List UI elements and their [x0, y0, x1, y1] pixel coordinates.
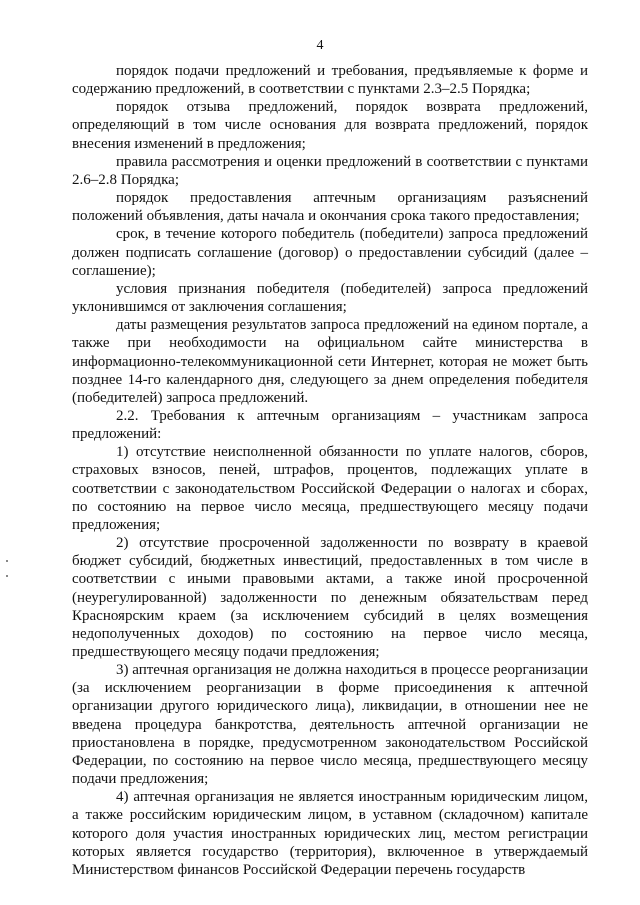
page-number: 4	[316, 38, 324, 53]
paragraph: правила рассмотрения и оценки предложений в соответствии с пунктами 2.6–2.8 Порядка;	[72, 153, 588, 188]
paragraph: срок, в течение которого победитель (победители) запроса предложений должен подписать соглашение (договор) о предоставлении субсидий (далее – соглашение);	[72, 226, 588, 279]
paragraph: порядок предоставления аптечным организациям разъяснений положений объявления, даты начала и окончания срока такого предоставления;	[72, 190, 588, 225]
paragraph: даты размещения результатов запроса предложений на едином портале, а также при необходимости на официальном сайте министерства в информационно-телекоммуникационной сети Интернет, которая не может быть позднее 14-го календарного дня, следующего за днем определения победителя (победителей) запроса предложений.	[72, 317, 588, 406]
list-item: 2) отсутствие просроченной задолженности по возврату в краевой бюджет субсидий, бюджетных инвестиций, предоставленных в том числе в соответствии с иными правовыми актами, а также иной просроченной (неурегулированной) задолженности по денежным обязательствам перед Красноярским краем (за исключением субсидий в целях возмещения недополученных доходов) по состоянию на первое число месяца, предшествующего месяцу подачи предложения;	[72, 535, 588, 660]
paragraph: порядок подачи предложений и требования, предъявляемые к форме и содержанию предложений, в соответствии с пунктами 2.3–2.5 Порядка;	[72, 63, 588, 98]
body-text	[72, 62, 588, 879]
scan-speck	[6, 560, 8, 562]
list-item: 3) аптечная организация не должна находиться в процессе реорганизации (за исключением реорганизации в форме присоединения к аптечной организации другого юридического лица), ликвидации, в отношении нее не введена процедура банкротства, деятельность аптечной организации не приостановлена в порядке, предусмотренном законодательством Российской Федерации, по состоянию на первое число месяца, предшествующего месяцу подачи предложения;	[72, 662, 588, 788]
paragraph: условия признания победителя (победителей) запроса предложений уклонившимся от заключения соглашения;	[72, 280, 588, 316]
paragraph: порядок отзыва предложений, порядок возврата предложений, определяющий в том числе основания для возврата предложений, порядок внесения изменений в предложения;	[72, 99, 588, 152]
section-heading: 2.2. Требования к аптечным организациям – участникам запроса предложений:	[72, 407, 588, 443]
list-item: 1) отсутствие неисполненной обязанности по уплате налогов, сборов, страховых взносов, пеней, штрафов, процентов, подлежащих уплате в соответствии с законодательством Российской Федерации о налогах и сборах, по состоянию на первое число месяца, предшествующего месяцу подачи предложения;	[72, 444, 588, 533]
scan-speck	[6, 575, 8, 577]
list-item: 4) аптечная организация не является иностранным юридическим лицом, а также российским юридическим лицом, в уставном (складочном) капитале которого доля участия иностранных юридических лиц, местом регистрации которых является государство (территория), включенное в утверждаемый Министерством финансов Российской Федерации перечень государств	[72, 789, 588, 878]
